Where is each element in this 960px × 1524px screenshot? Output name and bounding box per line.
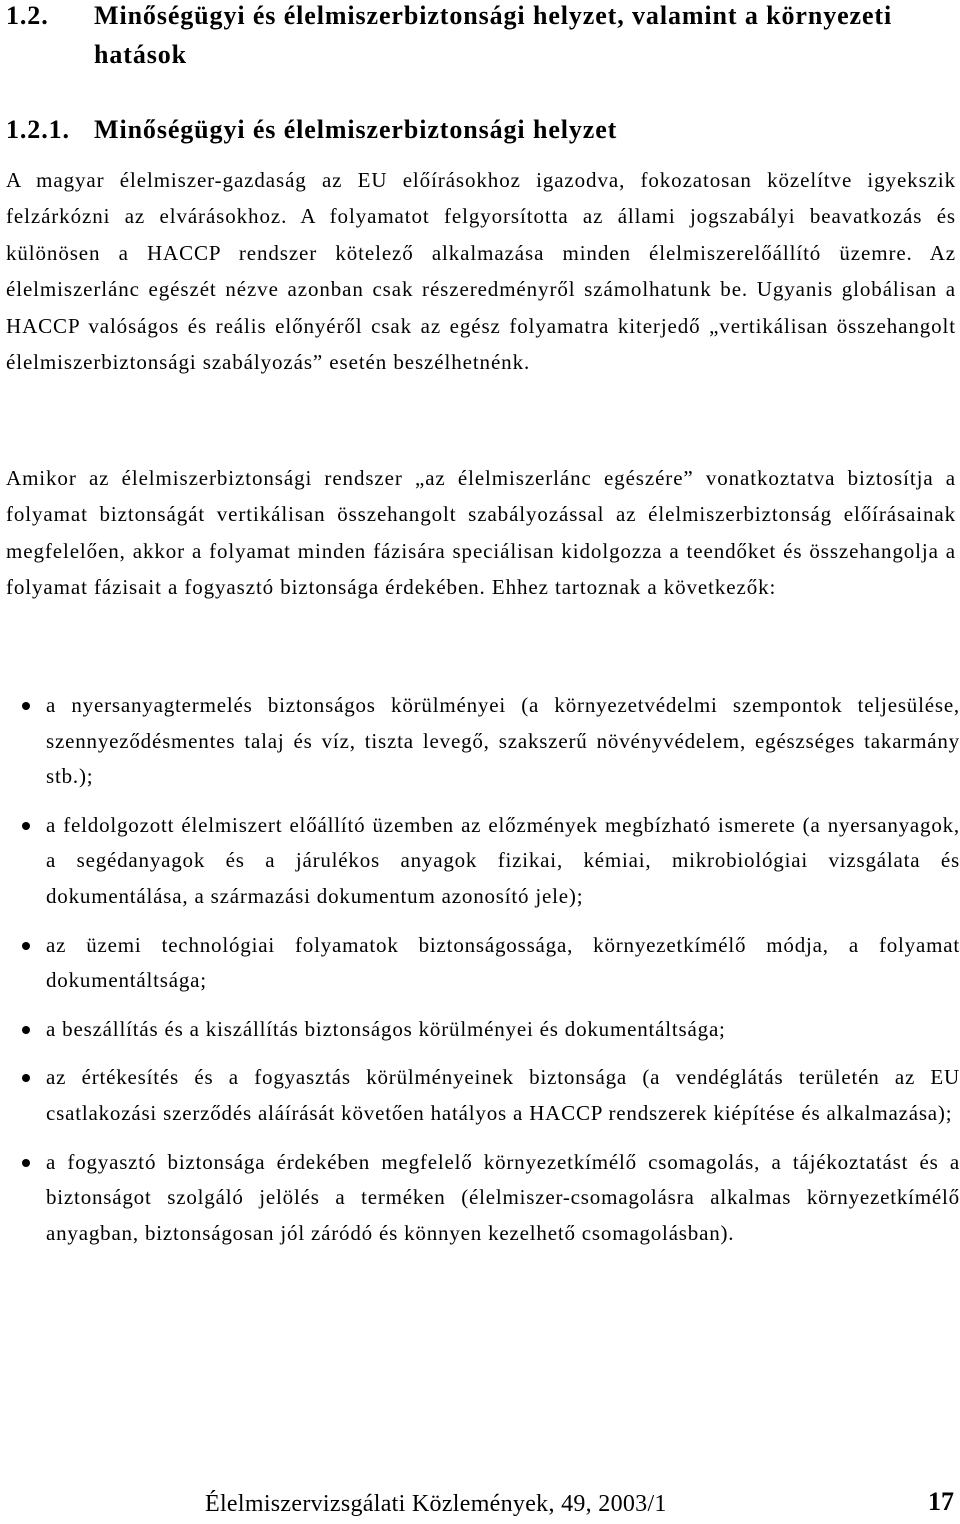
list-item (0, 808, 960, 915)
section-number: 1.2. (6, 1, 49, 30)
list-item (0, 1145, 960, 1252)
list-item (0, 688, 960, 795)
list-item (0, 1012, 960, 1048)
subsection-number: 1.2.1. (6, 115, 70, 144)
bullet-list (0, 688, 960, 1251)
bullet-icon (22, 942, 30, 950)
list-item (0, 1060, 960, 1131)
list-item-text: a feldolgozott élelmiszert előállító üzemben az előzmények megbízható ismerete (a nyersanyagok, a segédanyagok és a járulékos anyagok fizikai, kémiai, mikrobiológiai vizsgálata és dokumentálása, a származási dokumentum azonosító jele); (46, 812, 960, 908)
list-item-text: az értékesítés és a fogyasztás körülményeinek biztonsága (a vendéglátás területén az EU csatlakozási szerződés aláírását követően hatályos a HACCP rendszerek kiépítése és alkalmazása); (46, 1065, 960, 1125)
bullet-icon (22, 1026, 30, 1034)
bullet-icon (22, 1159, 30, 1167)
paragraph-2: Amikor az élelmiszerbiztonsági rendszer „az élelmiszerlánc egészére” vonatkoztatva biztosítja a folyamat biztonságát vertikálisan összehangolt szabályozással az élelmiszerbiztonság előírásainak megfelelően, akkor a folyamat minden fázisára speciálisan kidolgozza a teendőket és összehangolja a folyamat fázisait a fogyasztó biztonsága érdekében. Ehhez tartoznak a következők: (6, 466, 956, 600)
list-item-text: a fogyasztó biztonsága érdekében megfelelő környezetkímélő csomagolás, a tájékoztatást és a biztonságot szolgáló jelölés a terméken (élelmiszer-csomagolásra alkalmas környezetkímélő anyagban, biztonságosan jól záródó és könnyen kezelhető csomagolásban). (46, 1149, 960, 1245)
page-number: 17 (928, 1487, 954, 1516)
bullet-icon (22, 702, 30, 710)
list-item-text: a nyersanyagtermelés biztonságos körülményei (a környezetvédelmi szempontok teljesülése, szennyeződésmentes talaj és víz, tiszta levegő, szakszerű növényvédelem, egészséges takarmány stb.); (46, 693, 960, 789)
subsection-title: Minőségügyi és élelmiszerbiztonsági helyzet (94, 115, 618, 144)
journal-citation: Élelmiszervizsgálati Közlemények, 49, 2003/1 (205, 1491, 667, 1517)
page-footer (0, 1488, 960, 1524)
list-item-text: a beszállítás és a kiszállítás biztonságos körülményei és dokumentáltsága; (46, 1016, 726, 1041)
section-title: Minőségügyi és élelmiszerbiztonsági helyzet, valamint a környezeti hatások (94, 1, 893, 69)
bullet-icon (22, 822, 30, 830)
bullet-icon (22, 1074, 30, 1082)
paragraph-1: A magyar élelmiszer-gazdaság az EU előírásokhoz igazodva, fokozatosan közelítve igyekszik felzárkózni az elvárásokhoz. A folyamatot felgyorsította az állami jogszabályi beavatkozás és különösen a HACCP rendszer kötelező alkalmazása minden élelmiszerelőállító üzemre. Az élelmiszerlánc egészét nézve azonban csak részeredményről számolhatunk be. Ugyanis globálisan a HACCP valóságos és reális előnyéről csak az egész folyamatra kiterjedő „vertikálisan összehangolt élelmiszerbiztonsági szabályozás” esetén beszélhetnénk. (6, 168, 956, 375)
section-heading (6, 0, 956, 74)
list-item (0, 928, 960, 999)
subsection-heading (6, 110, 956, 149)
list-item-text: az üzemi technológiai folyamatok biztonságossága, környezetkímélő módja, a folyamat dokumentáltsága; (46, 932, 960, 993)
